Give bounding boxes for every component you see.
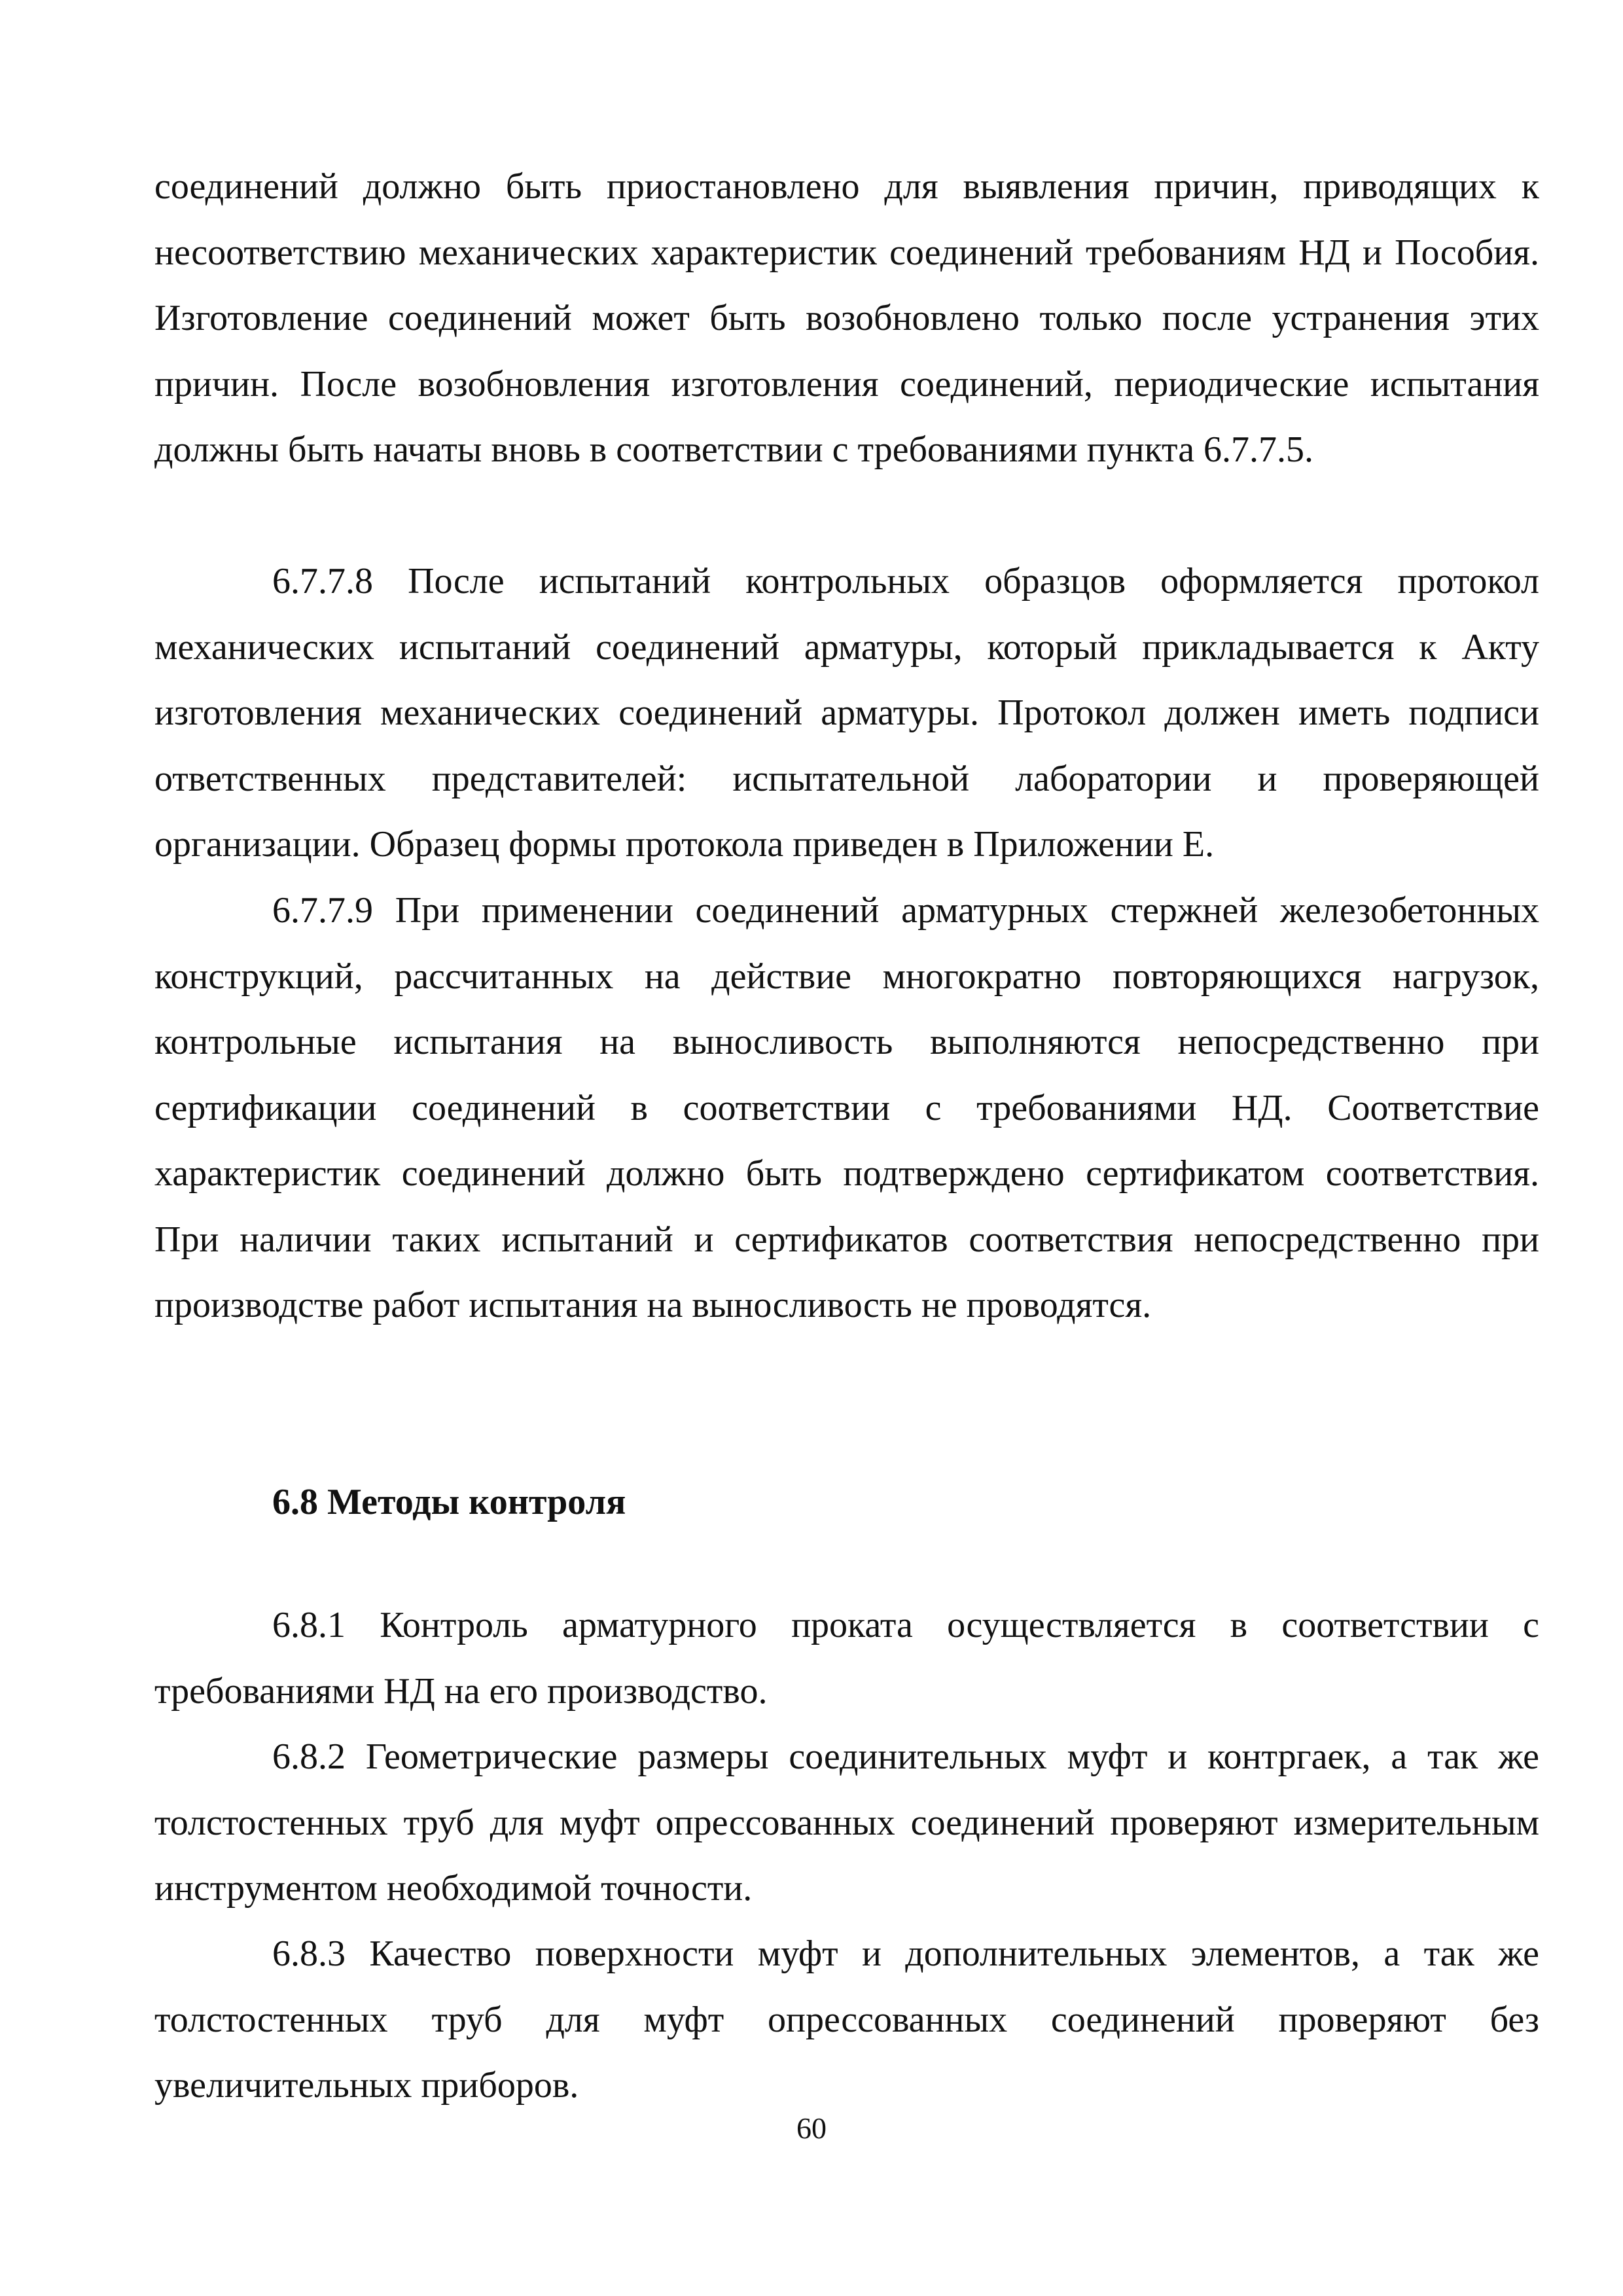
paragraph-6-8-1: 6.8.1 Контроль арматурного проката осуществляется в соответствии с требованиями НД на его производство. xyxy=(154,1605,1539,1712)
paragraph-continuation: соединений должно быть приостановлено для выявления причин, приводящих к несоответствию механических характеристик соединений требованиям НД и Пособия. Изготовление соединений может быть возобновлено только после устранения этих причин. После возобновления изготовления соединений, периодические испытания должны быть начаты вновь в соответствии с требованиями пункта 6.7.7.5. xyxy=(154,166,1539,470)
page-number: 60 xyxy=(796,2111,827,2145)
paragraph-6-8-3: 6.8.3 Качество поверхности муфт и дополнительных элементов, а так же толстостенных труб для муфт опрессованных соединений проверяют без увеличительных приборов. xyxy=(154,1933,1539,2106)
section-heading: 6.8 Методы контроля xyxy=(272,1482,626,1522)
paragraph-6-8-2: 6.8.2 Геометрические размеры соединительных муфт и контргаек, а так же толстостенных труб для муфт опрессованных соединений проверяют измерительным инструментом необходимой точности. xyxy=(154,1736,1539,1909)
paragraph-6-7-7-8: 6.7.7.8 После испытаний контрольных образцов оформляется протокол механических испытаний соединений арматуры, который прикладывается к Акту изготовления механических соединений арматуры. Протокол должен иметь подписи ответственных представителей: испытательной лаборатории и проверяющей организации. Образец формы протокола приведен в Приложении Е. xyxy=(154,561,1539,865)
paragraph-6-7-7-9: 6.7.7.9 При применении соединений арматурных стержней железобетонных конструкций, рассчитанных на действие многократно повторяющихся нагрузок, контрольные испытания на выносливость выполняются непосредственно при сертификации соединений в соответствии с требованиями НД. Соответствие характеристик соединений должно быть подтверждено сертификатом соответствия. При наличии таких испытаний и сертификатов соответствия непосредственно при производстве работ испытания на выносливость не проводятся. xyxy=(154,890,1539,1325)
